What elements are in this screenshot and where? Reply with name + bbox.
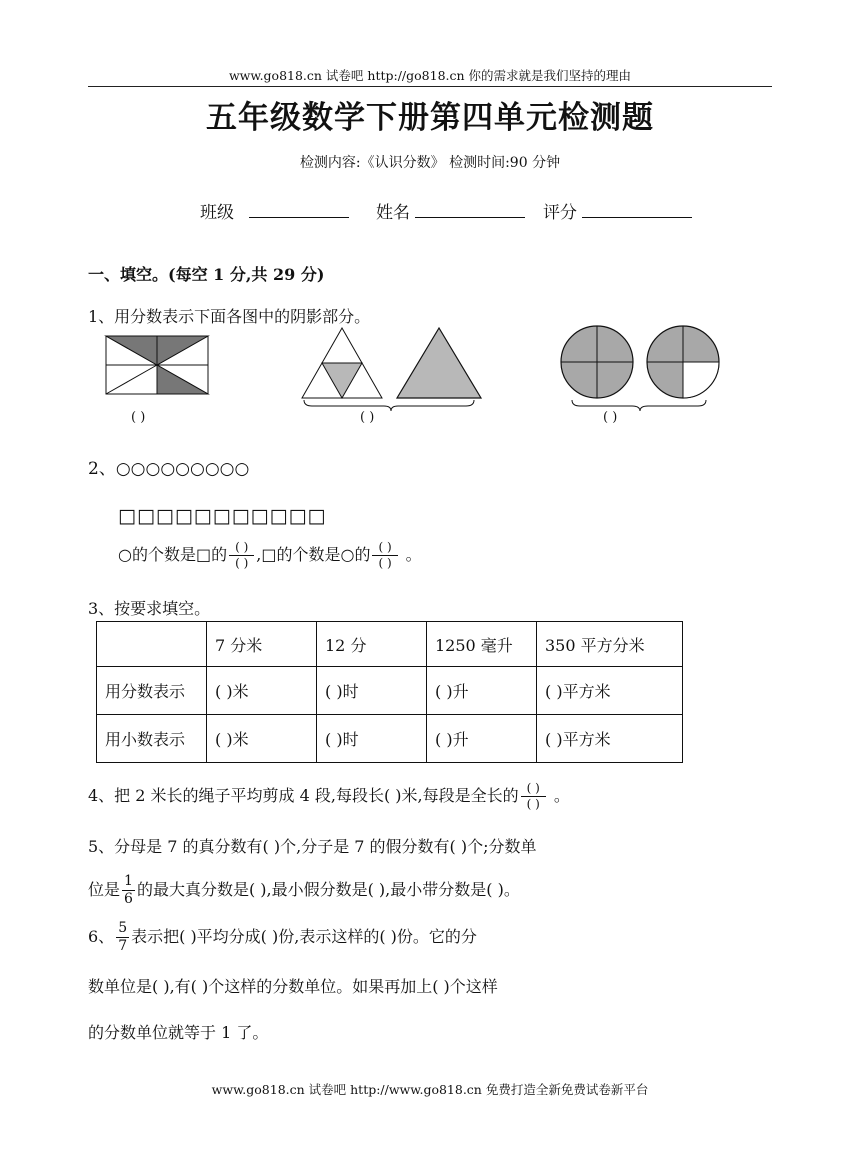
table-cell-blank[interactable]: ( )升 [427,715,537,763]
q4-frac-numerator[interactable]: ( ) [521,781,546,797]
page-footer: www.go818.cn 试卷吧 http://www.go818.cn 免费打造全新免费试卷新平台 [211,1082,649,1097]
page-title: 五年级数学下册第四单元检测题 [206,100,654,136]
q4-text: 4、把 2 米长的绳子平均剪成 4 段,每段长( )米,每段是全长的 [88,786,519,805]
score-label: 评分 [543,203,577,223]
triangles-brace [304,400,474,411]
table-cell-blank[interactable]: ( )时 [317,715,427,763]
q2-part1: ○的个数是□的 [118,545,228,564]
question-3: 3、按要求填空。 [88,599,211,618]
table-cell-blank[interactable]: ( )时 [317,667,427,715]
table-header-cell [97,622,207,667]
table-header-cell: 1250 毫升 [427,622,537,667]
q4-fraction[interactable] [521,781,546,812]
question-6-line2: 数单位是( ),有( )个这样的分数单位。如果再加上( )个这样 [88,977,498,996]
section-heading: 一、填空。(每空 1 分,共 29 分) [88,265,325,284]
q5-fraction [122,873,135,908]
question-6-line1 [88,920,477,955]
q2-frac2-denominator[interactable]: ( ) [378,556,392,570]
rectangle-figure [106,336,208,394]
q5-line2-a: 位是 [88,880,121,899]
q4-frac-denominator[interactable]: ( ) [526,797,540,811]
q6-line1-a: 6、 [88,927,115,946]
q2-frac1-numerator[interactable]: ( ) [229,540,254,556]
table-row [97,715,683,763]
question-5-line1: 5、分母是 7 的真分数有( )个,分子是 7 的假分数有( )个;分数单 [88,837,537,856]
small-triangle-figure [302,328,382,398]
class-blank[interactable] [249,201,349,218]
table-cell-blank[interactable]: ( )升 [427,667,537,715]
table-header-cell: 7 分米 [207,622,317,667]
page-header: www.go818.cn 试卷吧 http://go818.cn 你的需求就是我们坚持的理由 [228,68,632,83]
row-label-fraction: 用分数表示 [97,667,207,715]
q6-frac-numerator: 5 [118,920,128,936]
score-field [543,198,692,223]
page-subtitle: 检测内容:《认识分数》 检测时间:90 分钟 [299,155,561,171]
class-field [200,198,349,223]
table-header-row [97,622,683,667]
table-cell-blank[interactable]: ( )米 [207,667,317,715]
table-cell-blank[interactable]: ( )平方米 [537,715,683,763]
q4-end: 。 [553,786,570,805]
q1-answer-2[interactable]: ( ) [360,410,375,425]
q1-answer-1[interactable]: ( ) [131,410,146,425]
table-cell-blank[interactable]: ( )米 [207,715,317,763]
question-2-ratio-line [118,540,422,571]
table-header-cell: 350 平方分米 [537,622,683,667]
header-divider [88,86,772,87]
row-label-decimal: 用小数表示 [97,715,207,763]
q1-figures [0,320,860,430]
q5-frac-numerator: 1 [124,873,133,889]
table-cell-blank[interactable]: ( )平方米 [537,667,683,715]
big-triangle-figure [397,328,481,398]
score-blank[interactable] [582,201,692,218]
q2-frac1-denominator[interactable]: ( ) [235,556,249,570]
table-row [97,667,683,715]
circles-brace [572,400,706,411]
q6-frac-denominator: 7 [118,938,128,954]
q2-part3: 。 [405,545,422,564]
question-1: 1、用分数表示下面各图中的阴影部分。 [88,307,371,326]
q2-part2: ,□的个数是○的 [256,545,371,564]
question-6-line3: 的分数单位就等于 1 了。 [88,1023,269,1042]
q6-fraction [116,920,129,955]
q6-line1-b: 表示把( )平均分成( )份,表示这样的( )份。它的分 [131,927,477,946]
q2-fraction-2[interactable] [372,540,397,571]
name-blank[interactable] [415,201,525,218]
table-header-cell: 12 分 [317,622,427,667]
class-label: 班级 [200,203,234,223]
question-5-line2 [88,873,520,908]
conversion-table [96,621,683,763]
q5-frac-denominator: 6 [124,891,133,907]
q2-fraction-1[interactable] [229,540,254,571]
name-field [376,198,525,223]
circle-figure-1 [561,326,633,398]
question-2-squares: □□□□□□□□□□□ [118,505,327,527]
question-2-circles: 2、○○○○○○○○○ [88,459,250,479]
q2-frac2-numerator[interactable]: ( ) [372,540,397,556]
question-4 [88,781,570,812]
q5-line2-b: 的最大真分数是( ),最小假分数是( ),最小带分数是( )。 [136,880,520,899]
circle-figure-2 [647,326,719,398]
q1-answer-3[interactable]: ( ) [603,410,618,425]
name-label: 姓名 [376,203,410,223]
